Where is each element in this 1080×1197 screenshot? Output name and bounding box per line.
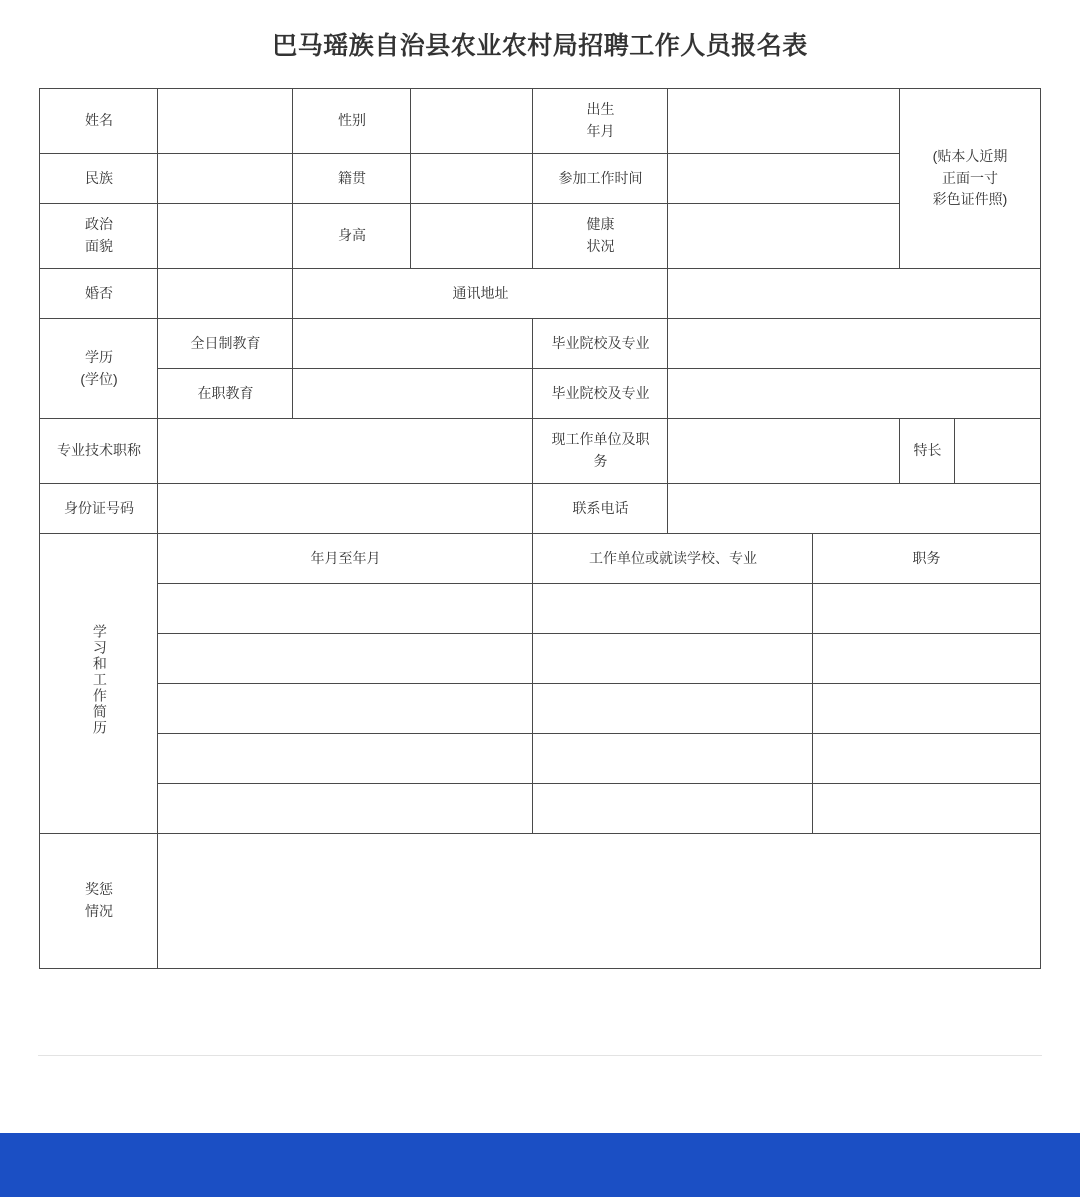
- table-row: [40, 154, 1040, 204]
- field-id-number[interactable]: [158, 484, 533, 534]
- field-address[interactable]: [668, 269, 1040, 319]
- label-education: [40, 319, 158, 419]
- field-current-unit[interactable]: [668, 419, 900, 484]
- label-phone: 联系电话: [533, 484, 668, 534]
- resume-col-header-unit: 工作单位或就读学校、专业: [533, 534, 813, 584]
- table-row: [40, 369, 1040, 419]
- label-education-line1: 学历: [84, 348, 113, 365]
- label-gender: 性别: [293, 89, 411, 154]
- label-birth: [533, 89, 668, 154]
- label-reward-line2: 情况: [84, 903, 113, 919]
- resume-cell-unit[interactable]: [533, 734, 813, 784]
- resume-col-header-period: 年月至年月: [158, 534, 533, 584]
- resume-cell-position[interactable]: [813, 784, 1040, 834]
- label-political-line1: 政治: [84, 216, 113, 233]
- field-phone[interactable]: [668, 484, 1040, 534]
- label-id-number: 身份证号码: [40, 484, 158, 534]
- table-row: [40, 269, 1040, 319]
- field-marital[interactable]: [158, 269, 293, 319]
- resume-cell-unit[interactable]: [533, 784, 813, 834]
- table-row: [40, 419, 1040, 484]
- label-address: 通讯地址: [293, 269, 668, 319]
- resume-cell-position[interactable]: [813, 634, 1040, 684]
- label-current-unit-line1: 现工作单位及职: [551, 431, 650, 448]
- resume-cell-position[interactable]: [813, 584, 1040, 634]
- label-education-line2: (学位): [80, 370, 118, 387]
- label-health-line2: 状况: [586, 238, 615, 254]
- resume-cell-position[interactable]: [813, 734, 1040, 784]
- label-work-start-time: 参加工作时间: [533, 154, 668, 204]
- table-row: [40, 204, 1040, 269]
- label-marital: 婚否: [40, 269, 158, 319]
- field-full-time-school[interactable]: [668, 319, 1040, 369]
- field-in-service-school[interactable]: [668, 369, 1040, 419]
- table-row: [40, 684, 1040, 734]
- field-work-start-time[interactable]: [668, 154, 900, 204]
- photo-hint-line2: 正面一寸: [941, 169, 998, 186]
- resume-cell-period[interactable]: [158, 784, 533, 834]
- field-gender[interactable]: [411, 89, 533, 154]
- application-form-table: [39, 88, 1040, 969]
- label-current-unit-line2: 务: [593, 453, 608, 469]
- label-specialty: 特长: [900, 419, 955, 484]
- field-specialty[interactable]: [955, 419, 1040, 484]
- label-current-unit: [533, 419, 668, 484]
- label-native-place: 籍贯: [293, 154, 411, 204]
- label-birth-line1: 出生: [586, 101, 615, 118]
- label-name: 姓名: [40, 89, 158, 154]
- label-health: [533, 204, 668, 269]
- label-resume-vertical: [40, 534, 158, 834]
- label-reward-line1: 奖惩: [84, 881, 113, 898]
- photo-hint-line1: (贴本人近期: [932, 147, 1008, 164]
- label-ethnicity: 民族: [40, 154, 158, 204]
- label-school-major-1: 毕业院校及专业: [533, 319, 668, 369]
- label-birth-line2: 年月: [586, 123, 615, 139]
- field-political[interactable]: [158, 204, 293, 269]
- resume-cell-period[interactable]: [158, 734, 533, 784]
- field-native-place[interactable]: [411, 154, 533, 204]
- table-row: [40, 89, 1040, 154]
- field-health[interactable]: [668, 204, 900, 269]
- label-full-time-education: 全日制教育: [158, 319, 293, 369]
- label-health-line1: 健康: [586, 216, 615, 233]
- label-technical-title: 专业技术职称: [40, 419, 158, 484]
- resume-cell-unit[interactable]: [533, 584, 813, 634]
- label-political-line2: 面貌: [84, 238, 113, 254]
- label-in-service-education: 在职教育: [158, 369, 293, 419]
- photo-placeholder: [900, 89, 1040, 269]
- label-school-major-2: 毕业院校及专业: [533, 369, 668, 419]
- label-political: [40, 204, 158, 269]
- page-title: 巴马瑶族自治县农业农村局招聘工作人员报名表: [272, 32, 808, 60]
- resume-cell-position[interactable]: [813, 684, 1040, 734]
- label-reward: [40, 834, 158, 969]
- resume-cell-unit[interactable]: [533, 684, 813, 734]
- table-row: [40, 484, 1040, 534]
- field-in-service-education[interactable]: [293, 369, 533, 419]
- resume-cell-period[interactable]: [158, 584, 533, 634]
- field-technical-title[interactable]: [158, 419, 533, 484]
- resume-vertical-text: 学习和工作简历: [91, 624, 108, 737]
- resume-cell-period[interactable]: [158, 634, 533, 684]
- resume-col-header-position: 职务: [813, 534, 1040, 584]
- table-row: [40, 319, 1040, 369]
- field-reward[interactable]: [158, 834, 1040, 969]
- table-row: [40, 734, 1040, 784]
- resume-cell-unit[interactable]: [533, 634, 813, 684]
- label-height: 身高: [293, 204, 411, 269]
- bottom-accent-bar: [0, 1133, 1080, 1197]
- table-row: [40, 634, 1040, 684]
- field-name[interactable]: [158, 89, 293, 154]
- field-height[interactable]: [411, 204, 533, 269]
- table-row: [40, 834, 1040, 969]
- field-birth[interactable]: [668, 89, 900, 154]
- resume-cell-period[interactable]: [158, 684, 533, 734]
- field-full-time-education[interactable]: [293, 319, 533, 369]
- table-row: [40, 534, 1040, 584]
- footer-divider: [38, 1055, 1042, 1056]
- table-row: [40, 784, 1040, 834]
- photo-hint-line3: 彩色证件照): [932, 191, 1008, 208]
- field-ethnicity[interactable]: [158, 154, 293, 204]
- table-row: [40, 584, 1040, 634]
